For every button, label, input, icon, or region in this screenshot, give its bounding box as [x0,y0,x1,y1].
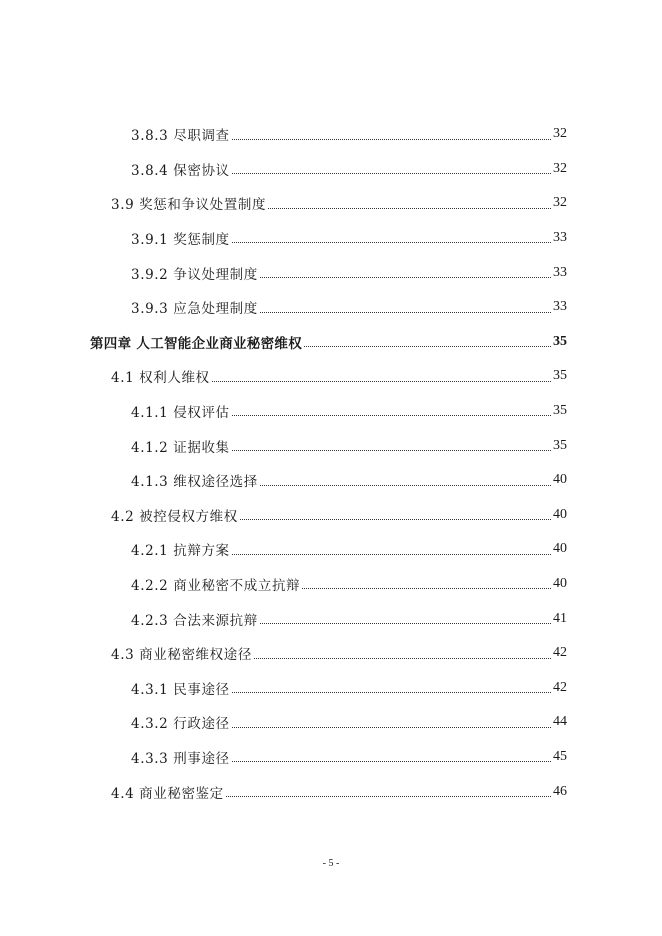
page-number: - 5 - [322,858,340,869]
toc-leader-dots [232,760,551,762]
toc-entry[interactable] [0,567,662,602]
toc-entry-page: 33 [553,230,567,246]
toc-leader-dots [232,172,551,174]
toc-entry[interactable] [0,152,662,187]
toc-entry-title: 4.2.1 抗辩方案 [131,543,230,560]
toc-entry-title: 4.1.3 维权途径选择 [131,474,258,491]
toc-entry[interactable] [0,221,662,256]
toc-entry-title: 4.2.3 合法来源抗辩 [131,612,258,629]
table-of-contents [0,117,662,809]
toc-entry-page: 46 [553,783,567,799]
toc-leader-dots [232,241,551,243]
toc-leader-dots [260,484,551,486]
toc-leader-dots [254,657,551,659]
toc-entry-title: 3.8.3 尽职调查 [131,128,230,145]
toc-entry[interactable] [0,359,662,394]
toc-entry-title: 3.9.2 争议处理制度 [131,266,258,283]
toc-entry[interactable] [0,601,662,636]
toc-leader-dots [232,553,551,555]
toc-entry-page: 33 [553,299,567,315]
toc-entry-page: 32 [553,160,567,176]
toc-entry-title: 4.1.1 侵权评估 [131,405,230,422]
toc-entry-page: 40 [553,506,567,522]
toc-leader-dots [232,138,551,140]
toc-entry[interactable] [0,705,662,740]
toc-leader-dots [304,345,551,347]
toc-entry-title: 4.3.2 行政途径 [131,716,230,733]
toc-entry-page: 45 [553,748,567,764]
toc-entry[interactable] [0,671,662,706]
toc-entry-page: 42 [553,645,567,661]
toc-entry-title: 3.9.1 奖惩制度 [131,232,230,249]
toc-entry[interactable] [0,636,662,671]
toc-entry[interactable] [0,463,662,498]
toc-entry-page: 40 [553,541,567,557]
toc-entry[interactable] [0,532,662,567]
toc-entry-page: 41 [553,610,567,626]
toc-entry-title: 4.2 被控侵权方维权 [111,508,238,525]
toc-leader-dots [260,311,551,313]
toc-entry[interactable] [0,186,662,221]
toc-leader-dots [260,622,551,624]
toc-entry-title: 4.1 权利人维权 [111,370,210,387]
toc-entry-page: 40 [553,576,567,592]
toc-entry-page: 35 [553,333,567,349]
toc-entry[interactable] [0,498,662,533]
toc-entry[interactable] [0,255,662,290]
toc-leader-dots [260,276,551,278]
toc-entry-title: 4.3.1 民事途径 [131,681,230,698]
toc-entry[interactable] [0,394,662,429]
toc-entry-title: 4.3 商业秘密维权途径 [111,647,252,664]
toc-entry-title: 4.3.3 刑事途径 [131,750,230,767]
toc-entry-title: 3.8.4 保密协议 [131,162,230,179]
toc-entry[interactable] [0,290,662,325]
toc-leader-dots [232,414,551,416]
toc-entry[interactable] [0,325,662,360]
toc-entry-title: 第四章 人工智能企业商业秘密维权 [90,335,302,352]
toc-entry-title: 4.2.2 商业秘密不成立抗辩 [131,578,301,595]
toc-entry-page: 33 [553,264,567,280]
toc-entry[interactable] [0,774,662,809]
toc-leader-dots [232,449,551,451]
toc-entry-title: 3.9 奖惩和争议处置制度 [111,197,267,214]
toc-leader-dots [232,691,551,693]
toc-entry-page: 42 [553,679,567,695]
toc-entry-page: 32 [553,195,567,211]
toc-entry-page: 35 [553,368,567,384]
toc-entry[interactable] [0,428,662,463]
toc-leader-dots [212,380,551,382]
toc-leader-dots [268,207,551,209]
toc-entry-title: 4.1.2 证据收集 [131,439,230,456]
toc-entry-page: 40 [553,472,567,488]
toc-leader-dots [226,795,551,797]
toc-entry-page: 44 [553,714,567,730]
toc-entry-title: 4.4 商业秘密鉴定 [111,785,224,802]
toc-leader-dots [240,518,551,520]
toc-entry[interactable] [0,117,662,152]
toc-leader-dots [232,726,551,728]
toc-entry-title: 3.9.3 应急处理制度 [131,301,258,318]
toc-leader-dots [302,587,551,589]
toc-entry-page: 32 [553,126,567,142]
toc-entry-page: 35 [553,403,567,419]
toc-entry[interactable] [0,740,662,775]
toc-entry-page: 35 [553,437,567,453]
